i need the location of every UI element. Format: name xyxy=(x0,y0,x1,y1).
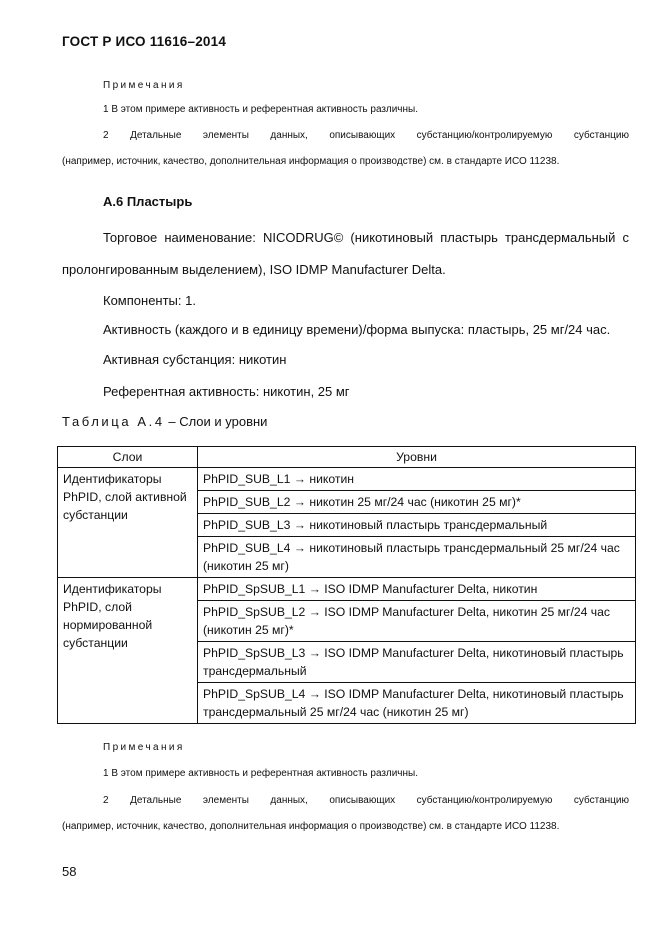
note-2-line-1: 2 Детальные элементы данных, описывающих субстанцию/контролируемую субстанцию xyxy=(103,130,629,141)
level-cell: PhPID_SUB_L2 → никотин 25 мг/24 час (никотин 25 мг)* xyxy=(198,491,636,514)
level-cell: PhPID_SUB_L3 → никотиновый пластырь трансдермальный xyxy=(198,514,636,537)
reference-strength-text: Референтная активность: никотин, 25 мг xyxy=(103,384,350,399)
page-number: 58 xyxy=(62,864,77,879)
table-caption-dash: – xyxy=(168,414,176,429)
level-cell: PhPID_SpSUB_L2 → ISO IDMP Manufacturer Delta, никотин 25 мг/24 час (никотин 25 мг)* xyxy=(198,601,636,642)
table-row xyxy=(58,468,636,491)
document-header: ГОСТ Р ИСО 11616–2014 xyxy=(62,34,227,49)
notes-title: Примечания xyxy=(103,80,185,91)
table-caption xyxy=(62,414,267,429)
level-cell: PhPID_SUB_L1 → никотин xyxy=(198,468,636,491)
layers-table xyxy=(57,446,636,724)
table-caption-label: Таблица А.4 xyxy=(62,414,165,429)
header-layers: Слои xyxy=(58,447,198,468)
strength-text: Активность (каждого и в единицу времени)/форма выпуска: пластырь, 25 мг/24 час. xyxy=(103,322,611,337)
level-cell: PhPID_SpSUB_L3 → ISO IDMP Manufacturer Delta, никотиновый пластырь трансдермальный xyxy=(198,642,636,683)
note-1: 1 В этом примере активность и референтная активность различны. xyxy=(103,768,418,779)
layer-cell: Идентификаторы PhPID, слой нормированной субстанции xyxy=(58,578,198,724)
note-2-line-2: (например, источник, качество, дополнительная информация о производстве) см. в стандарте ИСО 11238. xyxy=(62,156,560,167)
section-heading: А.6 Пластырь xyxy=(103,194,193,209)
notes-title: Примечания xyxy=(103,742,185,753)
level-cell: PhPID_SpSUB_L1 → ISO IDMP Manufacturer Delta, никотин xyxy=(198,578,636,601)
active-substance-text: Активная субстанция: никотин xyxy=(103,352,287,367)
trade-name-line-2: пролонгированным выделением), ISO IDMP Manufacturer Delta. xyxy=(62,262,446,277)
table-header-row xyxy=(58,447,636,468)
table-row xyxy=(58,578,636,601)
header-levels: Уровни xyxy=(198,447,636,468)
note-2-line-2: (например, источник, качество, дополнительная информация о производстве) см. в стандарте ИСО 11238. xyxy=(62,821,560,832)
trade-name-line-1: Торговое наименование: NICODRUG© (никотиновый пластырь трансдермальный с xyxy=(103,230,629,245)
level-cell: PhPID_SpSUB_L4 → ISO IDMP Manufacturer Delta, никотиновый пластырь трансдермальный 25 мг/24 час (никотин 25 мг) xyxy=(198,683,636,724)
components-text: Компоненты: 1. xyxy=(103,293,196,308)
note-2-line-1: 2 Детальные элементы данных, описывающих субстанцию/контролируемую субстанцию xyxy=(103,795,629,806)
note-1: 1 В этом примере активность и референтная активность различны. xyxy=(103,104,418,115)
layer-cell: Идентификаторы PhPID, слой активной субстанции xyxy=(58,468,198,578)
table-caption-title: Слои и уровни xyxy=(179,414,268,429)
level-cell: PhPID_SUB_L4 → никотиновый пластырь трансдермальный 25 мг/24 час (никотин 25 мг) xyxy=(198,537,636,578)
